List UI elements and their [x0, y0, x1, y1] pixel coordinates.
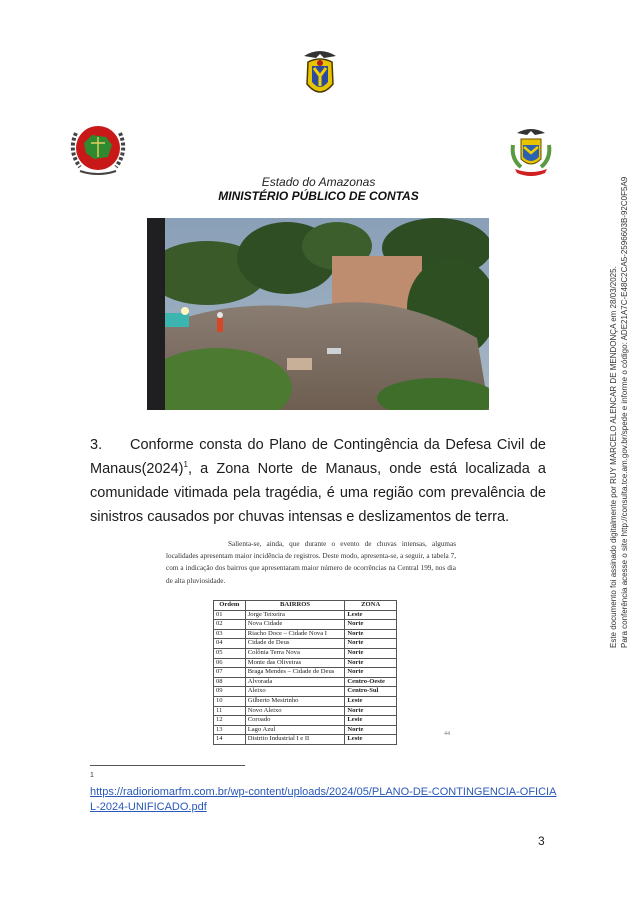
zona-cell: Norte [345, 658, 397, 668]
ordem-cell: 10 [214, 696, 246, 706]
paragraph-text-before: Conforme consta do Plano de Contingência da Defesa Civil de Manaus(2024) [90, 437, 546, 477]
zona-cell: Leste [345, 696, 397, 706]
bairro-cell: Gilberto Mestrinho [245, 696, 345, 706]
table-header-row [214, 601, 397, 611]
header-ordem: Ordem [214, 601, 246, 611]
zona-cell: Norte [345, 639, 397, 649]
table-row [214, 620, 397, 630]
bairro-cell: Monte das Oliveiras [245, 658, 345, 668]
ordem-cell: 05 [214, 648, 246, 658]
table-row [214, 716, 397, 726]
zona-cell: Centro-Oeste [345, 677, 397, 687]
ordem-cell: 12 [214, 716, 246, 726]
ordem-cell: 09 [214, 687, 246, 697]
table-row [214, 629, 397, 639]
mpc-seal-icon [66, 121, 130, 175]
zona-cell: Leste [345, 735, 397, 745]
footnote-link[interactable]: https://radioriomarfm.com.br/wp-content/uploads/2024/05/PLANO-DE-CONTINGENCIA-OFICIAL-2024-UNIFICADO.pdf [90, 786, 557, 813]
paragraph-number: 3. [90, 437, 103, 453]
landslide-photo [147, 218, 489, 410]
header-institution: MINISTÉRIO PÚBLICO DE CONTAS [218, 189, 419, 203]
table-row [214, 610, 397, 620]
amazonas-coat-of-arms-icon [300, 46, 340, 102]
bairro-cell: Riacho Doce – Cidade Nova I [245, 629, 345, 639]
zona-cell: Norte [345, 620, 397, 630]
page-number: 3 [538, 834, 545, 848]
paragraph-3 [90, 433, 546, 529]
signature-line-2: Para conferência acesse o site http://consulta.tce.am.gov.br/spede e informe o código: ADE21A7C-E48C2CA5-2596603B-92C0F5A9 [620, 176, 629, 648]
neighborhood-table [213, 600, 397, 745]
footnote-ref[interactable]: 1 [183, 460, 188, 470]
table-row [214, 696, 397, 706]
paragraph-text-after: , a Zona Norte de Manaus, onde está localizada a comunidade vitimada pela tragédia, é uma região com prevalência de sinistros causados por chuvas intensas e deslizamentos de terra. [90, 461, 546, 525]
header-zona: ZONA [345, 601, 397, 611]
ordem-cell: 04 [214, 639, 246, 649]
bairro-cell: Nova Cidade [245, 620, 345, 630]
table-row [214, 648, 397, 658]
bairro-cell: Distrito Industrial I e II [245, 735, 345, 745]
table-row [214, 735, 397, 745]
table-row [214, 639, 397, 649]
bairro-cell: Cidade de Deus [245, 639, 345, 649]
zona-cell: Leste [345, 610, 397, 620]
table-row [214, 706, 397, 716]
ordem-cell: 08 [214, 677, 246, 687]
table-row [214, 677, 397, 687]
ordem-cell: 11 [214, 706, 246, 716]
amazonas-state-seal-icon [507, 125, 555, 179]
bairro-cell: Colônia Terra Nova [245, 648, 345, 658]
bairro-cell: Braga Mendes – Cidade de Deus [245, 668, 345, 678]
ordem-cell: 02 [214, 620, 246, 630]
header-state: Estado do Amazonas [261, 175, 376, 189]
zona-cell: Norte [345, 706, 397, 716]
zona-cell: Leste [345, 716, 397, 726]
excerpt-page-number: 44 [444, 731, 450, 737]
zona-cell: Norte [345, 648, 397, 658]
bairro-cell: Lago Azul [245, 725, 345, 735]
zona-cell: Norte [345, 725, 397, 735]
ordem-cell: 06 [214, 658, 246, 668]
footnote-number: 1 [90, 772, 94, 779]
table-row [214, 658, 397, 668]
table-row [214, 725, 397, 735]
table-row [214, 687, 397, 697]
ordem-cell: 14 [214, 735, 246, 745]
ordem-cell: 03 [214, 629, 246, 639]
footnote-separator [90, 765, 245, 766]
ordem-cell: 07 [214, 668, 246, 678]
signature-line-1: Este documento foi assinado digitalmente por RUY MARCELO ALENCAR DE MENDONÇA em 28/03/2025. [609, 266, 618, 648]
bairro-cell: Novo Aleixo [245, 706, 345, 716]
ordem-cell: 13 [214, 725, 246, 735]
zona-cell: Centro-Sul [345, 687, 397, 697]
ordem-cell: 01 [214, 610, 246, 620]
table-row [214, 668, 397, 678]
bairro-cell: Aleixo [245, 687, 345, 697]
digital-signature-stamp [608, 176, 630, 648]
bairro-cell: Alvorada [245, 677, 345, 687]
excerpt-text [166, 538, 456, 587]
bairro-cell: Coroado [245, 716, 345, 726]
zona-cell: Norte [345, 629, 397, 639]
header-bairros: BAIRROS [245, 601, 345, 611]
excerpt-paragraph: Salienta-se, ainda, que durante o evento de chuvas intensas, algumas localidades apresentam maior incidência de registros. Deste modo, apresenta-se, a seguir, a tabela 7, com a indicação dos bairros que apresentaram maior número de ocorrências na Central 199, nos dia de alta pluviosidade. [166, 540, 456, 585]
zona-cell: Norte [345, 668, 397, 678]
bairro-cell: Jorge Teixeira [245, 610, 345, 620]
